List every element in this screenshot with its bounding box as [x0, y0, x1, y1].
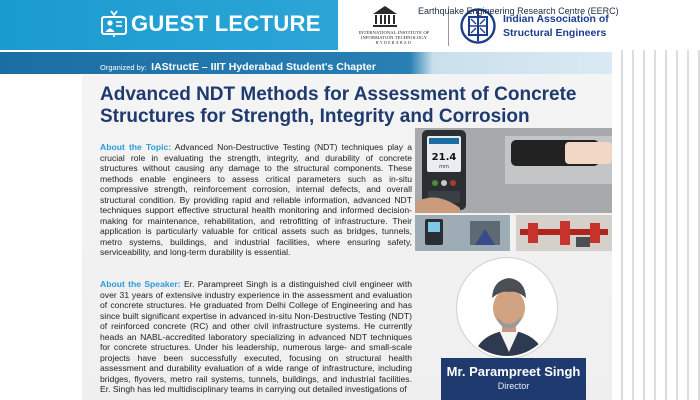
ndt-device-illustration — [415, 128, 612, 213]
lecture-title-line1: Advanced NDT Methods for Assessment of Concrete — [100, 84, 577, 105]
speaker-name: Mr. Parampreet Singh — [446, 364, 581, 379]
partner-centre: Earthquake Engineering Research Centre (EERC) — [418, 6, 619, 16]
presenter-icon — [101, 10, 127, 38]
decorative-stripes — [612, 50, 700, 400]
speaker-role: Director — [497, 381, 530, 391]
ndt-field-photo-2 — [516, 215, 612, 251]
iiit-name-line1: INTERNATIONAL INSTITUTE OF — [358, 30, 430, 35]
header-title: GUEST LECTURE — [131, 11, 321, 36]
about-topic-label: About the Topic: — [100, 142, 172, 152]
ndt-device-photo — [415, 128, 612, 213]
speaker-portrait — [459, 260, 557, 358]
organizer-line — [100, 57, 376, 75]
about-speaker — [100, 279, 412, 395]
about-topic — [100, 142, 412, 258]
iase-logo-text — [503, 12, 700, 40]
about-topic-text: Advanced Non-Destructive Testing (NDT) techniques play a crucial role in evaluating the strength, integrity, and durability of concrete structures without causing any damage to the structural components. These methods enable engineers to assess critical parameters such as in-situ compressive strength, reinforcement corrosion, internal defects, and overall structural condition. By providing rapid and reliable information, advanced NDT techniques support effective structural health monitoring and informed decision-making for maintenance, rehabilitation, and retrofitting of infrastructure. Their application is particularly valuable for critical assets such as bridges, tunnels, metro systems, buildings, and industrial facilities, where ensuring safety, serviceability, and long-term durability is essential. — [100, 142, 413, 258]
lecture-title-line2: Structures for Strength, Integrity and Corrosion — [100, 105, 530, 127]
iiit-emblem-icon — [370, 4, 400, 30]
device-reading: 21.4 — [431, 152, 457, 163]
speaker-name-plate — [441, 358, 586, 400]
iase-name-line2: Structural Engineers — [503, 27, 607, 39]
about-speaker-text: Er. Parampreet Singh is a distinguished civil engineer with over 31 years of extensive industry experience in the assessment and evaluation of concrete structures. He graduated from Delhi College of Engineering and has since built significant expertise in advanced in-situ Non-Destructive Testing (NDT) of reinforced concrete (RC) and other civil infrastructure systems. He currently heads an NABL-accredited laboratory specializing in advanced NDT techniques for concrete structures. Under his leadership, numerous large- and small-scale projects have been successfully executed, focusing on structural health assessment and durability evaluation of a wide range of infrastructure, including bridges, flyovers, metro rail systems, tunnels, buildings, and industrial facilities. Er. Singh has led multidisciplinary teams in carrying out detailed investigations of — [100, 279, 412, 395]
about-speaker-label: About the Speaker: — [100, 279, 181, 289]
ndt-field-photo-1 — [415, 215, 510, 251]
speaker-photo — [457, 258, 557, 358]
organizer-name: IAStructE – IIIT Hyderabad Student's Chapter — [151, 61, 376, 73]
iiit-logo-text — [342, 30, 446, 46]
lecture-title — [100, 84, 600, 127]
organizer-prefix: Organized by: — [100, 63, 147, 72]
iase-name-line1: Indian Association of — [503, 13, 609, 25]
iiit-name-line2: INFORMATION TECHNOLOGY — [360, 35, 428, 41]
device-unit: mm — [439, 164, 449, 170]
iiit-city: HYDERABAD — [375, 40, 413, 45]
